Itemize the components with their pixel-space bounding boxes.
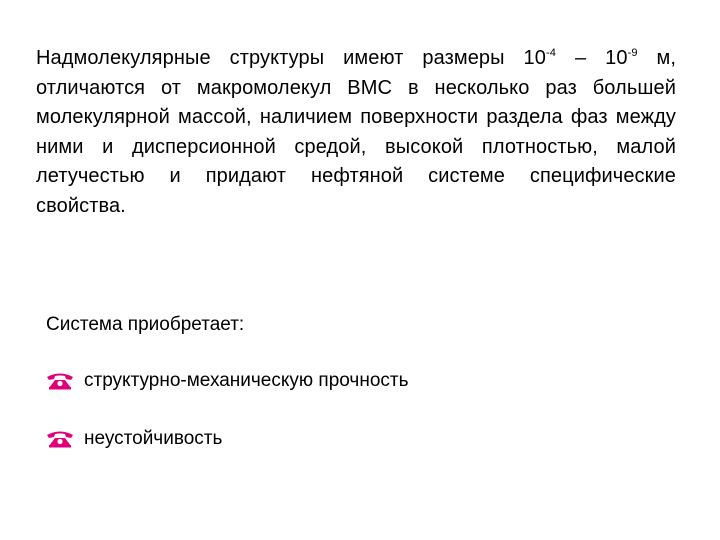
- size-exponent-min: -4: [546, 47, 556, 59]
- intro-text-dash: – 10: [556, 47, 628, 69]
- properties-heading: Система приобретает:: [46, 314, 245, 335]
- telephone-icon: [46, 371, 74, 390]
- intro-text-rest: м, отличаются от макромолекул ВМС в несколько раз большей молекулярной массой, наличием поверхности раздела фаз между ними и дисперсионной средой, высокой плотностью, малой летучестью и придают нефтяной системе специфические свойства.: [36, 47, 676, 217]
- properties-block: [46, 310, 686, 454]
- size-exponent-max: -9: [627, 47, 638, 59]
- property-label: неустойчивость: [84, 428, 223, 449]
- intro-paragraph: [36, 44, 676, 221]
- property-item: [46, 424, 686, 454]
- intro-text-start: Надмолекулярные структуры имеют размеры 10: [36, 47, 547, 69]
- property-item: [46, 366, 686, 396]
- property-label: структурно-механическую прочность: [84, 370, 409, 391]
- telephone-icon: [46, 429, 74, 448]
